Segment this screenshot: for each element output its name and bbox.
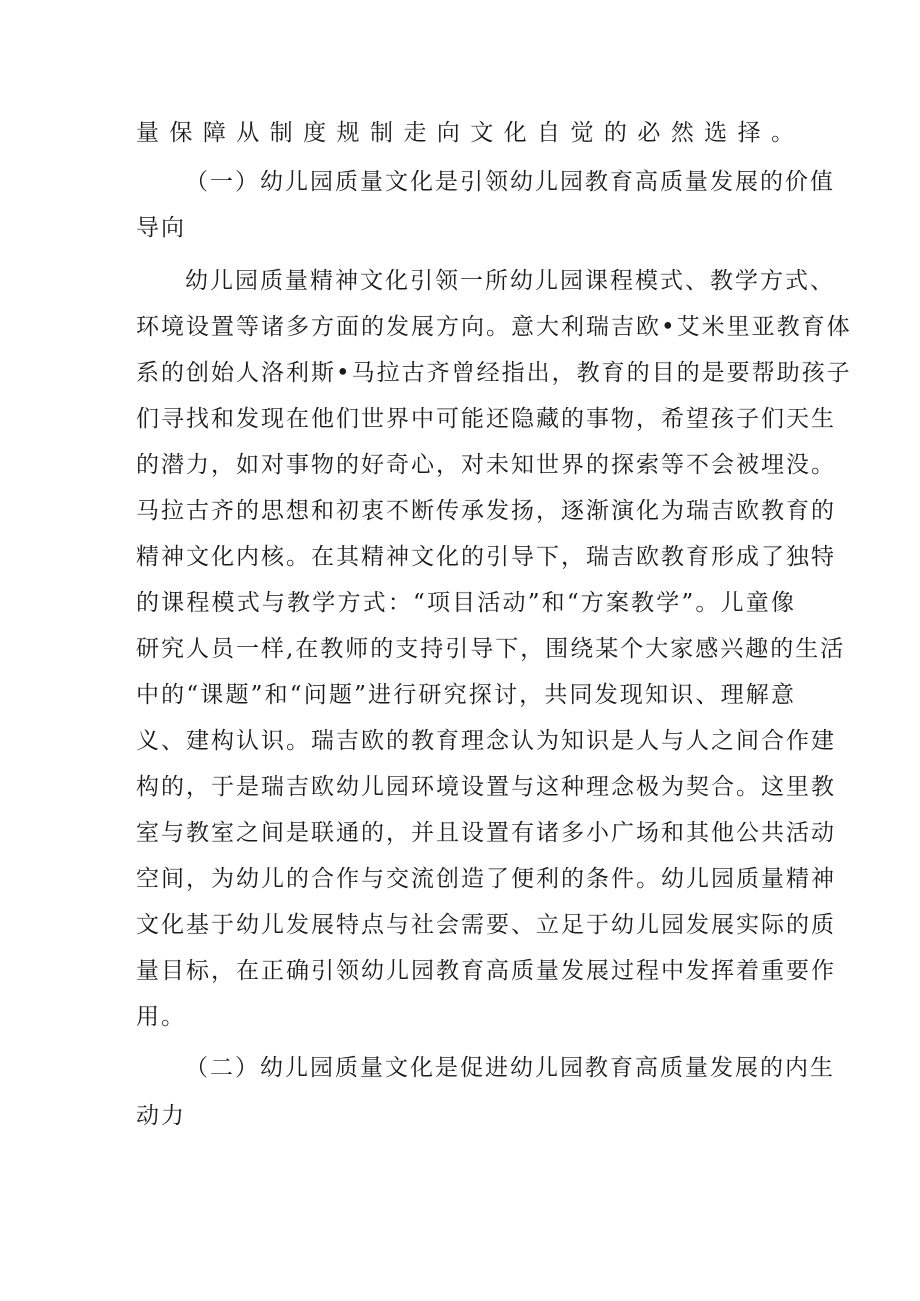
paragraph-line: 中的“课题”和“问题”进行研究探讨，共同发现知识、理解意 [136, 682, 796, 708]
section-heading-2-cont: 动力 [136, 1103, 186, 1129]
paragraph-line: 空间，为幼儿的合作与交流创造了便利的条件。幼儿园质量精神 [136, 866, 836, 892]
paragraph-line: 们寻找和发现在他们世界中可能还隐藏的事物，希望孩子们天生 [136, 406, 836, 432]
section-heading-2: （二）幼儿园质量文化是促进幼儿园教育高质量发展的内生 [185, 1055, 835, 1081]
paragraph-line: 量目标，在正确引领幼儿园教育高质量发展过程中发挥着重要作 [136, 958, 836, 984]
intro-line: 量保障从制度规制走向文化自觉的必然选择。 [136, 120, 796, 146]
section-heading-1: （一）幼儿园质量文化是引领幼儿园教育高质量发展的价值 [185, 169, 835, 195]
paragraph-line: 的潜力，如对事物的好奇心，对未知世界的探索等不会被埋没。 [136, 452, 836, 478]
paragraph-line: 幼儿园质量精神文化引领一所幼儿园课程模式、教学方式、 [185, 268, 835, 294]
paragraph-line: 系的创始人洛利斯•马拉古齐曾经指出，教育的目的是要帮助孩子 [136, 360, 852, 386]
paragraph-line: 室与教室之间是联通的，并且设置有诸多小广场和其他公共活动 [136, 820, 836, 846]
paragraph-line: 构的，于是瑞吉欧幼儿园环境设置与这种理念极为契合。这里教 [136, 774, 836, 800]
paragraph-line: 研究人员一样,在教师的支持引导下，围绕某个大家感兴趣的生活 [136, 636, 846, 662]
section-heading-1-cont: 导向 [136, 215, 186, 241]
paragraph-line: 环境设置等诸多方面的发展方向。意大利瑞吉欧•艾米里亚教育体 [136, 314, 852, 340]
paragraph-line: 的课程模式与教学方式：“项目活动”和“方案教学”。儿童像 [136, 590, 796, 616]
paragraph-line: 文化基于幼儿发展特点与社会需要、立足于幼儿园发展实际的质 [136, 912, 836, 938]
paragraph-line: 精神文化内核。在其精神文化的引导下，瑞吉欧教育形成了独特 [136, 544, 836, 570]
paragraph-line: 马拉古齐的思想和初衷不断传承发扬，逐渐演化为瑞吉欧教育的 [136, 498, 836, 524]
paragraph-line: 义、建构认识。瑞吉欧的教育理念认为知识是人与人之间合作建 [136, 728, 836, 754]
paragraph-line: 用。 [136, 1004, 186, 1030]
